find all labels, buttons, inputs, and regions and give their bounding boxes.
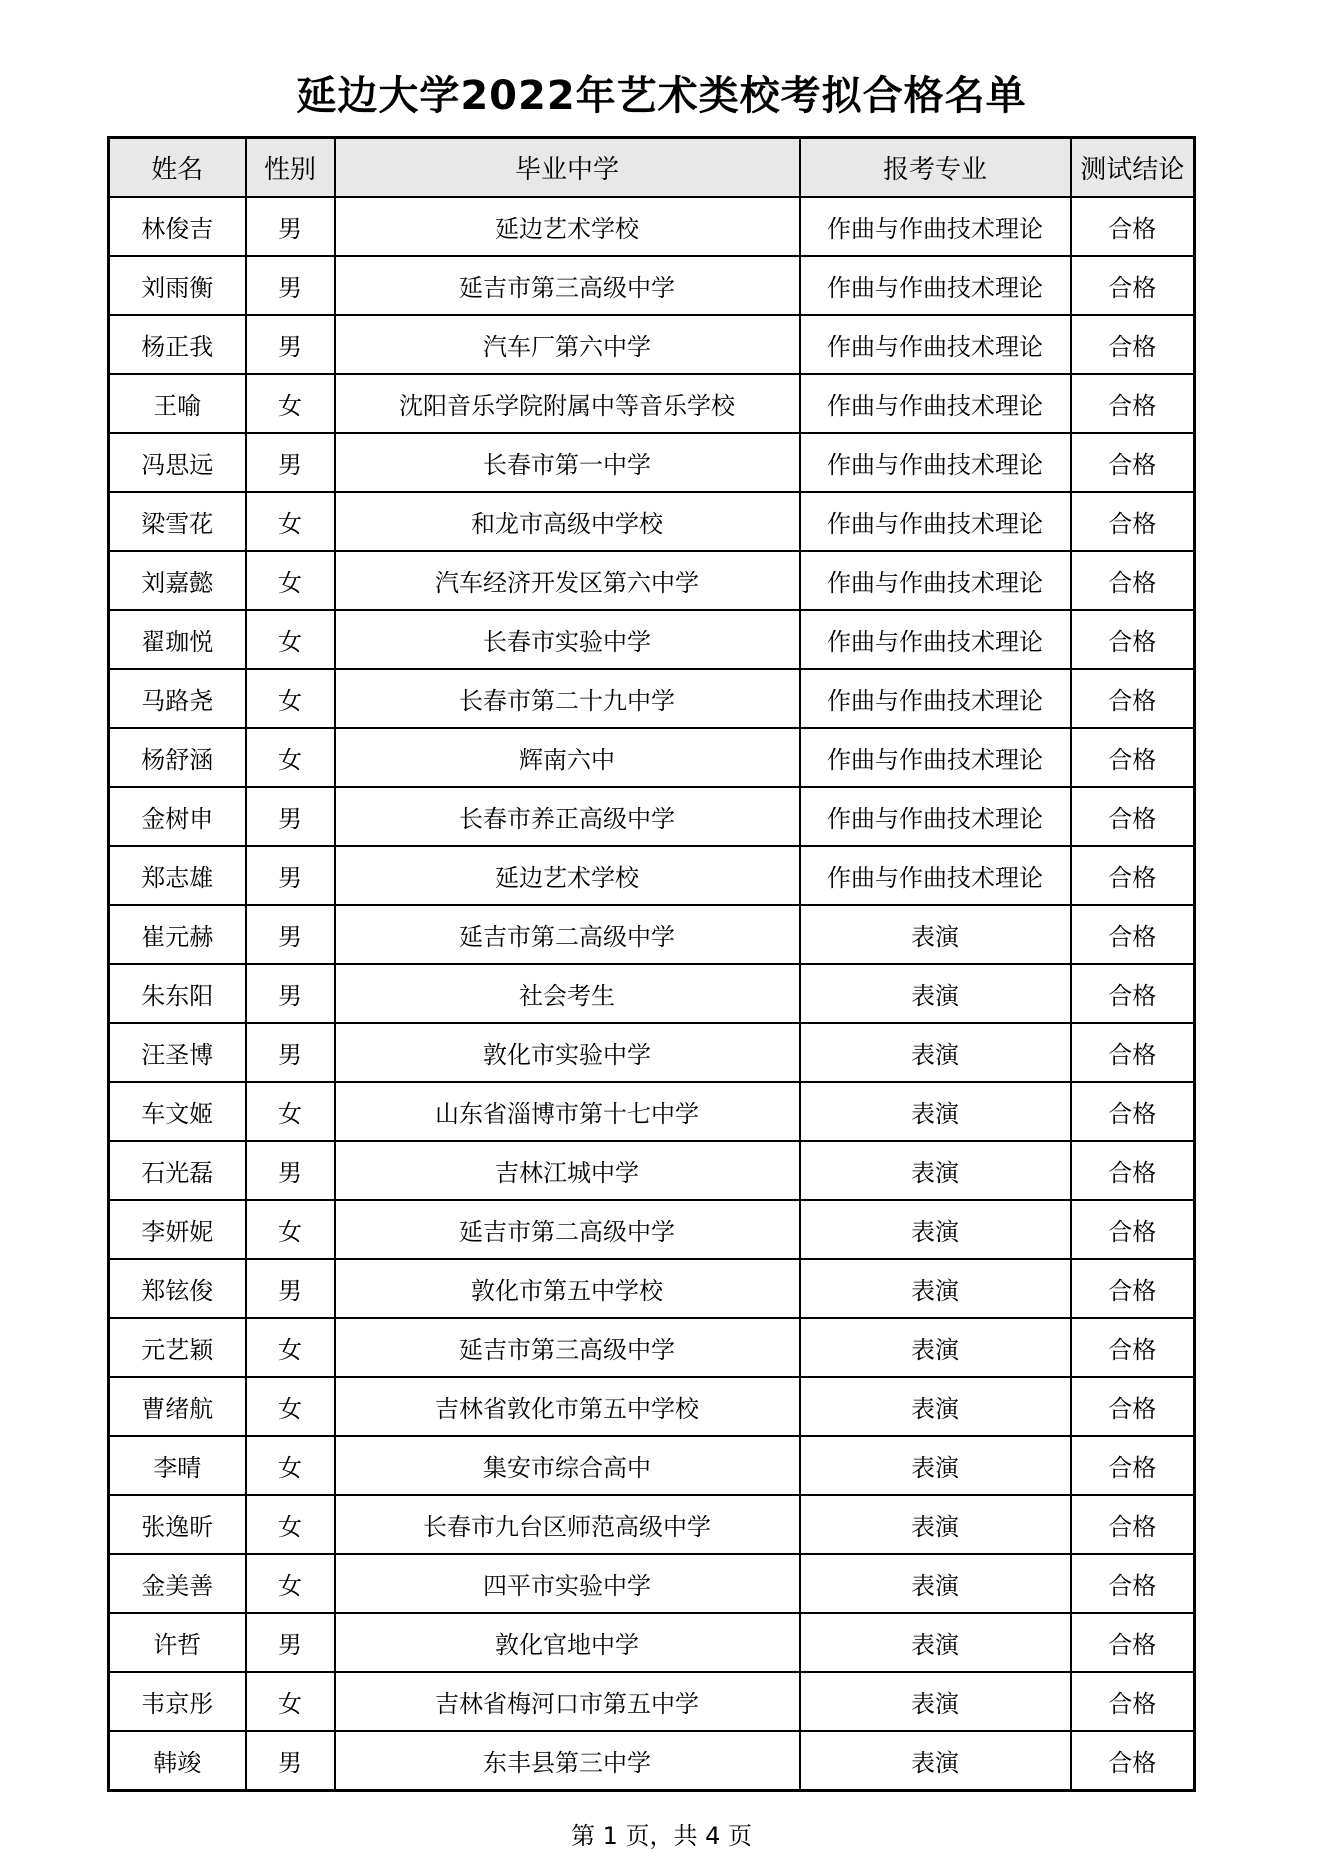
cell-major: 表演	[800, 1731, 1071, 1791]
cell-major: 作曲与作曲技术理论	[800, 433, 1071, 492]
cell-school: 延边艺术学校	[335, 846, 800, 905]
cell-major: 作曲与作曲技术理论	[800, 256, 1071, 315]
cell-result: 合格	[1071, 1200, 1195, 1259]
cell-major: 作曲与作曲技术理论	[800, 610, 1071, 669]
cell-result: 合格	[1071, 1495, 1195, 1554]
cell-school: 长春市九台区师范高级中学	[335, 1495, 800, 1554]
cell-gender: 男	[246, 1259, 335, 1318]
cell-result: 合格	[1071, 1023, 1195, 1082]
header-row	[109, 138, 1195, 198]
cell-school: 长春市第一中学	[335, 433, 800, 492]
cell-gender: 女	[246, 1436, 335, 1495]
cell-school: 集安市综合高中	[335, 1436, 800, 1495]
table-row	[109, 1613, 1195, 1672]
cell-gender: 男	[246, 315, 335, 374]
table-row	[109, 1436, 1195, 1495]
cell-name: 金美善	[109, 1554, 246, 1613]
cell-result: 合格	[1071, 1731, 1195, 1791]
cell-gender: 女	[246, 728, 335, 787]
cell-result: 合格	[1071, 1436, 1195, 1495]
table-row	[109, 492, 1195, 551]
cell-gender: 男	[246, 787, 335, 846]
cell-name: 崔元赫	[109, 905, 246, 964]
table-row	[109, 1731, 1195, 1791]
cell-name: 韩竣	[109, 1731, 246, 1791]
cell-major: 表演	[800, 1672, 1071, 1731]
cell-name: 梁雪花	[109, 492, 246, 551]
cell-name: 李妍妮	[109, 1200, 246, 1259]
cell-school: 敦化市第五中学校	[335, 1259, 800, 1318]
table-body	[109, 197, 1195, 1791]
table-row	[109, 433, 1195, 492]
cell-major: 作曲与作曲技术理论	[800, 374, 1071, 433]
cell-major: 表演	[800, 1436, 1071, 1495]
cell-school: 长春市养正高级中学	[335, 787, 800, 846]
cell-gender: 男	[246, 905, 335, 964]
cell-major: 作曲与作曲技术理论	[800, 315, 1071, 374]
cell-gender: 男	[246, 846, 335, 905]
header-name: 姓名	[109, 138, 246, 198]
cell-school: 延吉市第三高级中学	[335, 256, 800, 315]
cell-school: 四平市实验中学	[335, 1554, 800, 1613]
cell-name: 郑铉俊	[109, 1259, 246, 1318]
cell-result: 合格	[1071, 1082, 1195, 1141]
cell-result: 合格	[1071, 610, 1195, 669]
cell-gender: 男	[246, 1023, 335, 1082]
cell-name: 车文姬	[109, 1082, 246, 1141]
table-row	[109, 551, 1195, 610]
cell-name: 王喻	[109, 374, 246, 433]
cell-result: 合格	[1071, 315, 1195, 374]
cell-major: 作曲与作曲技术理论	[800, 846, 1071, 905]
table-row	[109, 1259, 1195, 1318]
cell-result: 合格	[1071, 256, 1195, 315]
cell-major: 表演	[800, 905, 1071, 964]
cell-gender: 男	[246, 256, 335, 315]
cell-result: 合格	[1071, 964, 1195, 1023]
cell-result: 合格	[1071, 492, 1195, 551]
cell-major: 表演	[800, 1082, 1071, 1141]
header-result: 测试结论	[1071, 138, 1195, 198]
table-row	[109, 256, 1195, 315]
cell-name: 刘嘉懿	[109, 551, 246, 610]
cell-gender: 女	[246, 1082, 335, 1141]
page-title: 延边大学2022年艺术类校考拟合格名单	[296, 73, 1027, 119]
cell-gender: 男	[246, 1141, 335, 1200]
header-gender: 性别	[246, 138, 335, 198]
cell-school: 山东省淄博市第十七中学	[335, 1082, 800, 1141]
cell-result: 合格	[1071, 433, 1195, 492]
cell-result: 合格	[1071, 374, 1195, 433]
cell-school: 延边艺术学校	[335, 197, 800, 256]
cell-result: 合格	[1071, 1554, 1195, 1613]
table-row	[109, 905, 1195, 964]
table-row	[109, 1554, 1195, 1613]
cell-school: 长春市实验中学	[335, 610, 800, 669]
cell-gender: 男	[246, 433, 335, 492]
table-row	[109, 1141, 1195, 1200]
table-row	[109, 1377, 1195, 1436]
cell-school: 延吉市第二高级中学	[335, 1200, 800, 1259]
table-row	[109, 197, 1195, 256]
cell-gender: 女	[246, 1200, 335, 1259]
cell-result: 合格	[1071, 1377, 1195, 1436]
cell-school: 和龙市高级中学校	[335, 492, 800, 551]
cell-name: 刘雨衡	[109, 256, 246, 315]
table-row	[109, 1200, 1195, 1259]
cell-school: 汽车经济开发区第六中学	[335, 551, 800, 610]
cell-name: 朱东阳	[109, 964, 246, 1023]
cell-name: 韦京彤	[109, 1672, 246, 1731]
cell-major: 表演	[800, 1141, 1071, 1200]
cell-result: 合格	[1071, 1613, 1195, 1672]
cell-major: 表演	[800, 1259, 1071, 1318]
table-row	[109, 1082, 1195, 1141]
cell-name: 杨舒涵	[109, 728, 246, 787]
cell-gender: 男	[246, 1731, 335, 1791]
table-row	[109, 846, 1195, 905]
table-row	[109, 1318, 1195, 1377]
cell-result: 合格	[1071, 787, 1195, 846]
table-row	[109, 315, 1195, 374]
cell-result: 合格	[1071, 1672, 1195, 1731]
cell-major: 表演	[800, 1495, 1071, 1554]
cell-school: 吉林省敦化市第五中学校	[335, 1377, 800, 1436]
cell-name: 李晴	[109, 1436, 246, 1495]
cell-major: 作曲与作曲技术理论	[800, 492, 1071, 551]
cell-name: 郑志雄	[109, 846, 246, 905]
cell-gender: 女	[246, 1377, 335, 1436]
cell-school: 吉林省梅河口市第五中学	[335, 1672, 800, 1731]
table-row	[109, 728, 1195, 787]
cell-name: 元艺颖	[109, 1318, 246, 1377]
cell-name: 马路尧	[109, 669, 246, 728]
table-row	[109, 787, 1195, 846]
cell-result: 合格	[1071, 1259, 1195, 1318]
header-school: 毕业中学	[335, 138, 800, 198]
admission-table	[107, 136, 1196, 1792]
cell-major: 表演	[800, 1318, 1071, 1377]
table-row	[109, 1023, 1195, 1082]
cell-major: 作曲与作曲技术理论	[800, 551, 1071, 610]
cell-major: 表演	[800, 1200, 1071, 1259]
cell-school: 沈阳音乐学院附属中等音乐学校	[335, 374, 800, 433]
cell-major: 表演	[800, 964, 1071, 1023]
cell-name: 金树申	[109, 787, 246, 846]
cell-result: 合格	[1071, 1141, 1195, 1200]
cell-gender: 女	[246, 669, 335, 728]
cell-name: 林俊吉	[109, 197, 246, 256]
cell-school: 延吉市第三高级中学	[335, 1318, 800, 1377]
cell-major: 表演	[800, 1023, 1071, 1082]
cell-gender: 女	[246, 1495, 335, 1554]
cell-major: 作曲与作曲技术理论	[800, 728, 1071, 787]
cell-result: 合格	[1071, 1318, 1195, 1377]
cell-result: 合格	[1071, 551, 1195, 610]
cell-gender: 男	[246, 1613, 335, 1672]
page-number: 第 1 页，共 4 页	[570, 1822, 753, 1850]
cell-name: 冯思远	[109, 433, 246, 492]
cell-result: 合格	[1071, 197, 1195, 256]
cell-school: 汽车厂第六中学	[335, 315, 800, 374]
cell-name: 曹绪航	[109, 1377, 246, 1436]
cell-name: 翟珈悦	[109, 610, 246, 669]
cell-major: 作曲与作曲技术理论	[800, 197, 1071, 256]
cell-school: 吉林江城中学	[335, 1141, 800, 1200]
cell-gender: 男	[246, 964, 335, 1023]
cell-gender: 女	[246, 1318, 335, 1377]
cell-name: 杨正我	[109, 315, 246, 374]
cell-result: 合格	[1071, 669, 1195, 728]
cell-major: 表演	[800, 1554, 1071, 1613]
cell-gender: 女	[246, 492, 335, 551]
cell-school: 社会考生	[335, 964, 800, 1023]
cell-major: 表演	[800, 1377, 1071, 1436]
cell-name: 许哲	[109, 1613, 246, 1672]
cell-school: 敦化官地中学	[335, 1613, 800, 1672]
cell-gender: 女	[246, 551, 335, 610]
cell-major: 作曲与作曲技术理论	[800, 787, 1071, 846]
cell-school: 辉南六中	[335, 728, 800, 787]
header-major: 报考专业	[800, 138, 1071, 198]
table-row	[109, 610, 1195, 669]
cell-result: 合格	[1071, 728, 1195, 787]
cell-school: 延吉市第二高级中学	[335, 905, 800, 964]
cell-major: 作曲与作曲技术理论	[800, 669, 1071, 728]
cell-gender: 男	[246, 197, 335, 256]
cell-major: 表演	[800, 1613, 1071, 1672]
cell-gender: 女	[246, 1554, 335, 1613]
cell-result: 合格	[1071, 905, 1195, 964]
table-row	[109, 1495, 1195, 1554]
cell-school: 敦化市实验中学	[335, 1023, 800, 1082]
cell-result: 合格	[1071, 846, 1195, 905]
table-row	[109, 374, 1195, 433]
cell-gender: 女	[246, 1672, 335, 1731]
cell-name: 张逸昕	[109, 1495, 246, 1554]
cell-gender: 女	[246, 610, 335, 669]
cell-school: 东丰县第三中学	[335, 1731, 800, 1791]
table-row	[109, 669, 1195, 728]
cell-name: 汪圣博	[109, 1023, 246, 1082]
cell-school: 长春市第二十九中学	[335, 669, 800, 728]
cell-name: 石光磊	[109, 1141, 246, 1200]
table-row	[109, 1672, 1195, 1731]
table-row	[109, 964, 1195, 1023]
cell-gender: 女	[246, 374, 335, 433]
